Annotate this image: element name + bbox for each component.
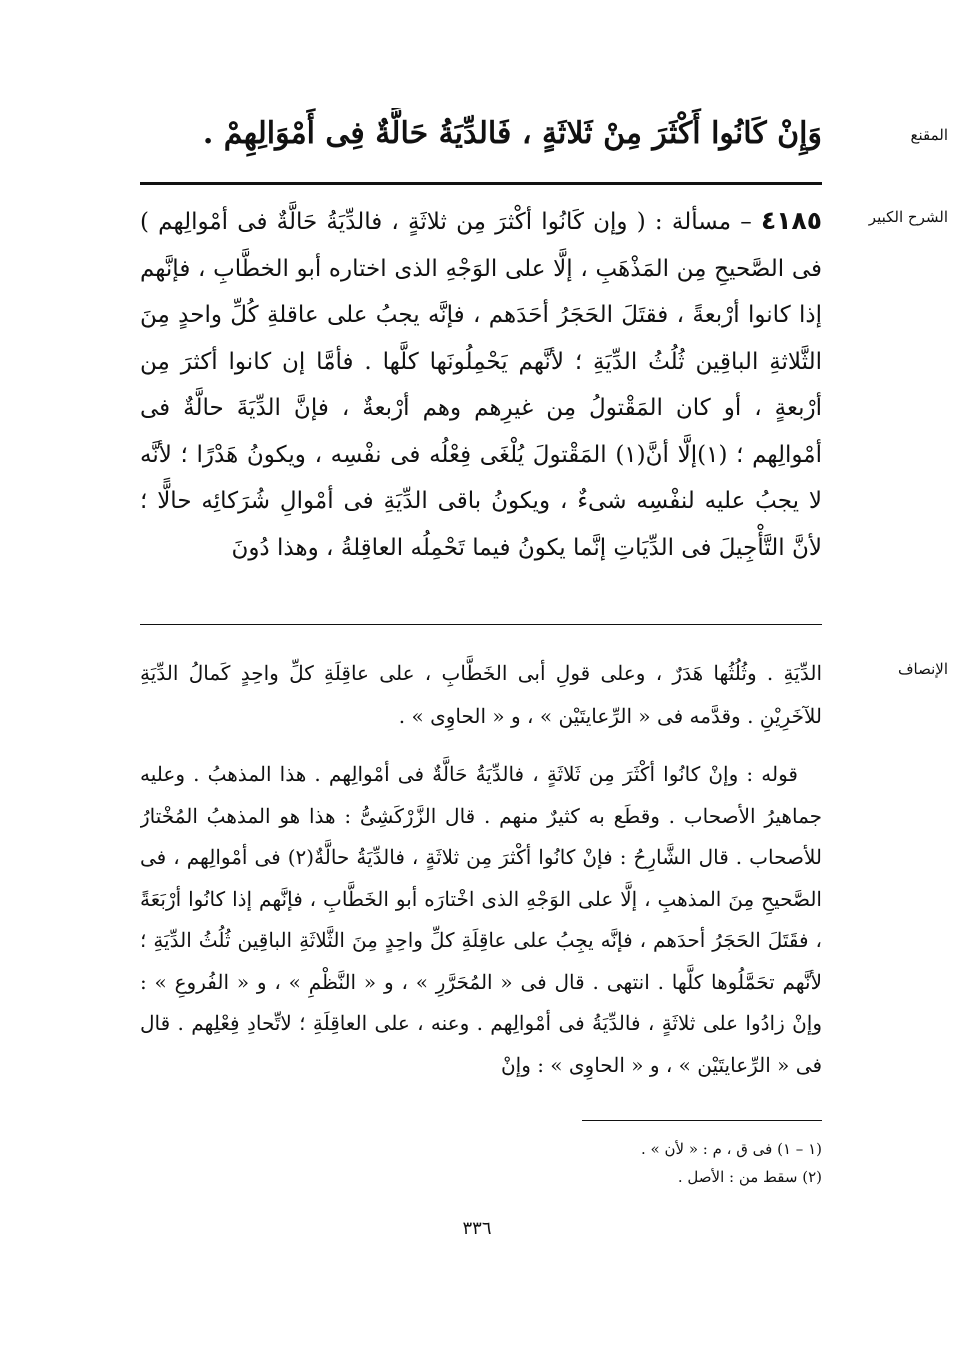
sharh-paragraph bbox=[140, 198, 822, 613]
label-muqni: المقنع bbox=[910, 126, 948, 144]
footnote-1: (١ – ١) فى ق ، م : « لأن » . bbox=[641, 1140, 822, 1158]
page-number: ٣٣٦ bbox=[462, 1218, 492, 1239]
label-sharh: الشرح الكبير bbox=[868, 208, 948, 226]
footnote-2: (٢) سقط من : الأصل . bbox=[677, 1168, 822, 1186]
insaf-paragraph-2: قوله : وإنْ كانُوا أكْثَرَ مِن ثَلاثَةٍ ، فالدِّيَةُ حَالَّةٌ فى أمْوالِهم . هذا المذهبُ . وعليه جماهيرُ الأصحاب . وقطَع به كثيرٌ منهم . قال الزَّرْكَشِىُّ : هذا هو المذهبُ المُخْتارُ للأصحاب . قال الشَّارِحُ : فإنْ كانُوا أكْثرَ مِن ثلاثَةٍ ، فالدِّيَةُ حالَّةٌ(٢) فى أمْوالِهم ، فى الصَّحيحِ مِنَ المذهبِ ، إلَّا على الوَجْهِ الذى اخْتارَه أبو الخَطَّابِ ، فإنَّهم إذا كانُوا أرْبَعَةً ، فقَتَلَ الحَجَرُ أحدَهم ، فإنَّه يجِبُ على عاقِلَةِ كلِّ واحِدٍ مِنَ الثَّلاثَةِ الباقِين ثُلُثُ الدِّيَةِ ؛ لأنَّهم تحَمَّلُوها كلَّها . انتهى . قال فى « المُحَرَّرِ » ، و « النَّظْمِ » ، و « الفُروعِ » : وإنْ زادُوا على ثلاثَةٍ ، فالدِّيَةُ فى أمْوالِهم . وعنه ، على العاقِلَةِ ؛ لاتِّحادِ فِعْلِهم . قال فى « الرِّعايتَيْن » ، و « الحاوِى » : وإنْ bbox=[140, 762, 822, 1077]
section-divider-thick bbox=[140, 182, 822, 185]
section-divider-thin bbox=[140, 624, 822, 625]
insaf-paragraph-1: الدِّيَةِ . وثُلُثُها هَدَرٌ ، وعلى قولِ أبى الخَطَّابِ ، على عاقِلَةِ كلِّ واحِدٍ كَمالُ الدِّيَةِ للآخَرِيْنِ . وقدَّمه فى « الرِّعايتَيْن » ، و « الحاوِى » . bbox=[140, 661, 822, 728]
muqni-text: وَإِنْ كَانُوا أَكْثَرَ مِنْ ثَلاثَةٍ ، فَالدِّيَةُ حَالَّةٌ فِى أَمْوَالِهِمْ . bbox=[202, 116, 822, 151]
sharh-text: – مسألة : ( وإن كَانُوا أكْثرَ مِن ثلاثَةٍ ، فالدِّيَةُ حَالَّةٌ فى أمْوالِهم ) فى الصَّحيحِ مِن المَذْهَبِ ، إلَّا على الوَجْهِ الذى اختاره أبو الخطَّابِ ، فإنَّهم إذا كانوا أرْبعةً ، فقتَلَ الحَجَرُ أحَدَهم ، فإنَّه يجبُ على عاقلةِ كُلِّ واحدٍ مِنَ الثَّلاثةِ الباقِين ثُلُثُ الدِّيَةِ ؛ لأنَّهم يَحْمِلُونَها كلَّها . فأمَّا إن كانوا أكثرَ مِن أرْبعةٍ ، أو كان المَقْتولُ مِن غيرِهم وهم أرْبعةٌ ، فإنَّ الدِّيَةَ حالَّةٌ فى أمْوالِهم ؛ (١)إلَّا أنَّ(١) المَقْتولَ يُلْغَى فِعْلُه فى نفْسِه ، ويكونُ هَدْرًا ؛ لأنَّه لا يجبُ عليه لنفْسِه شىءٌ ، ويكونُ باقى الدِّيَةِ فى أمْوالِ شُرَكائِه حالًّا ؛ لأنَّ التَّأْجِيلَ فى الدِّيَاتِ إنَّما يكونُ فيما تَحْمِلُه العاقِلةُ ، وهذا دُونَ bbox=[140, 209, 822, 561]
footnote-divider bbox=[582, 1120, 822, 1121]
label-insaf: الإنصاف bbox=[897, 660, 948, 678]
issue-number: ٤١٨٥ bbox=[760, 206, 822, 235]
